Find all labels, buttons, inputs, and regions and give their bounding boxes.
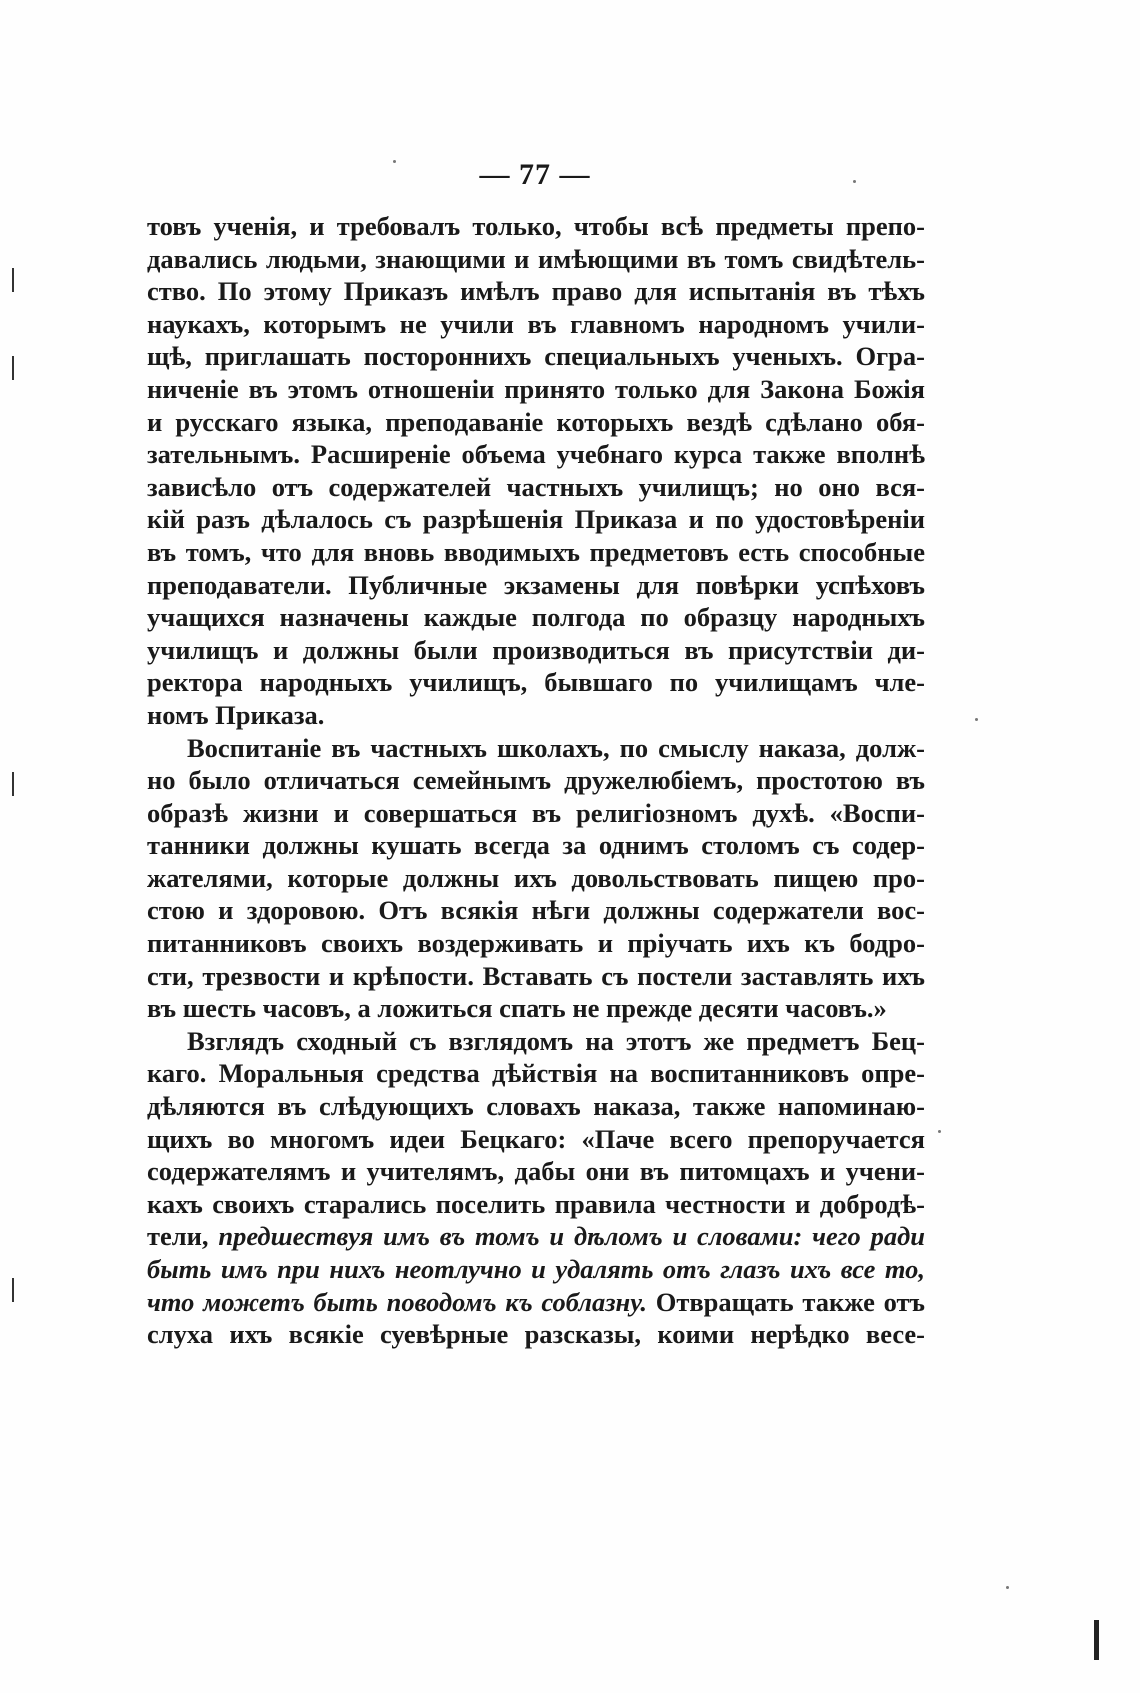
text-line-mixed bbox=[147, 1220, 925, 1253]
text-line-mixed bbox=[147, 1286, 925, 1319]
text-line: щѣ, приглашать постороннихъ специальныхъ ученыхъ. Огра- bbox=[147, 341, 925, 372]
text-line: зательнымъ. Расширеніе объема учебнаго курса также вполнѣ bbox=[147, 439, 925, 470]
italic-text: что можетъ быть поводомъ къ соблазну. bbox=[147, 1286, 647, 1317]
text-line: въ томъ, что для вновь вводимыхъ предметовъ есть способные bbox=[147, 536, 925, 567]
italic-text: предшествуя имъ въ томъ и дѣломъ и словами: чего ради bbox=[218, 1221, 925, 1252]
scan-mark bbox=[12, 356, 14, 380]
text-line: сти, трезвости и крѣпости. Вставать съ постели заставлять ихъ bbox=[147, 960, 925, 991]
text-line-paragraph-start: Взглядъ сходный съ взглядомъ на этотъ же предметъ Бец- bbox=[187, 1025, 925, 1056]
plain-text: тели, bbox=[147, 1221, 219, 1252]
text-line: дѣляются въ слѣдующихъ словахъ наказа, также напоминаю- bbox=[147, 1091, 925, 1122]
text-line: наукахъ, которымъ не учили въ главномъ народномъ учили- bbox=[147, 308, 925, 339]
scan-speck bbox=[853, 180, 856, 183]
text-line: и русскаго языка, преподаваніе которыхъ вездѣ сдѣлано обя- bbox=[147, 406, 925, 437]
text-line: кій разъ дѣлалось съ разрѣшенія Приказа и по удостовѣреніи bbox=[147, 504, 925, 535]
text-line: образѣ жизни и совершаться въ религіозномъ духѣ. «Воспи- bbox=[147, 797, 925, 828]
text-line: щихъ во многомъ идеи Бецкаго: «Паче всего препоручается bbox=[147, 1123, 925, 1154]
scan-speck bbox=[938, 1130, 941, 1133]
scan-mark bbox=[12, 268, 14, 292]
scan-mark bbox=[1094, 1620, 1099, 1660]
text-line: товъ ученія, и требовалъ только, чтобы всѣ предметы препо- bbox=[147, 211, 925, 241]
text-line: танники должны кушать всегда за однимъ столомъ съ содер- bbox=[147, 830, 925, 861]
text-line: кахъ своихъ старались поселить правила честности и добродѣ- bbox=[147, 1188, 925, 1219]
text-line: слуха ихъ всякіе суевѣрные разсказы, коими нерѣдко весе- bbox=[147, 1319, 925, 1350]
text-line: учащихся назначены каждые полгода по образцу народныхъ bbox=[147, 602, 925, 633]
text-line: ниченіе въ этомъ отношеніи принято только для Закона Божія bbox=[147, 373, 925, 404]
text-line: зависѣло отъ содержателей частныхъ училищъ; но оно вся- bbox=[147, 471, 925, 502]
text-line: училищъ и должны были производиться въ присутствіи ди- bbox=[147, 634, 925, 665]
text-line-paragraph-end: номъ Приказа. bbox=[147, 699, 325, 730]
text-line-paragraph-start: Воспитаніе въ частныхъ школахъ, по смыслу наказа, долж- bbox=[187, 732, 925, 763]
text-line: давались людьми, знающими и имѣющими въ томъ свидѣтель- bbox=[147, 243, 925, 274]
plain-text: Отвращать также отъ bbox=[646, 1286, 926, 1317]
text-line: преподаватели. Публичные экзамены для повѣрки успѣховъ bbox=[147, 569, 925, 600]
page-number: — 77 — bbox=[479, 158, 591, 191]
text-line: но было отличаться семейнымъ дружелюбіемъ, простотою въ bbox=[147, 765, 925, 796]
text-line: питанниковъ своихъ воздерживать и пріучать ихъ къ бодро- bbox=[147, 928, 925, 959]
italic-text: быть имъ при нихъ неотлучно и удалять отъ глазъ ихъ все то, bbox=[147, 1254, 925, 1284]
scan-mark bbox=[12, 772, 14, 796]
text-line-paragraph-end: въ шесть часовъ, а ложиться спать не прежде десяти часовъ.» bbox=[147, 993, 887, 1024]
text-line: каго. Моральныя средства дѣйствія на воспитанниковъ опре- bbox=[147, 1058, 925, 1089]
text-line: жателями, которые должны ихъ довольствовать пищею про- bbox=[147, 862, 925, 893]
scan-speck bbox=[1006, 1586, 1009, 1589]
scan-mark bbox=[12, 1278, 14, 1302]
text-line: ство. По этому Приказъ имѣлъ право для испытанія въ тѣхъ bbox=[147, 276, 925, 307]
text-line: содержателямъ и учителямъ, дабы они въ питомцахъ и учени- bbox=[147, 1156, 925, 1187]
text-line: стою и здоровою. Отъ всякія нѣги должны содержатели вос- bbox=[147, 895, 925, 926]
body-text bbox=[147, 210, 925, 1351]
scan-speck bbox=[975, 718, 978, 721]
text-line: ректора народныхъ училищъ, бывшаго по училищамъ чле- bbox=[147, 667, 925, 698]
scan-speck bbox=[393, 160, 396, 163]
text-line-italic bbox=[147, 1253, 925, 1286]
